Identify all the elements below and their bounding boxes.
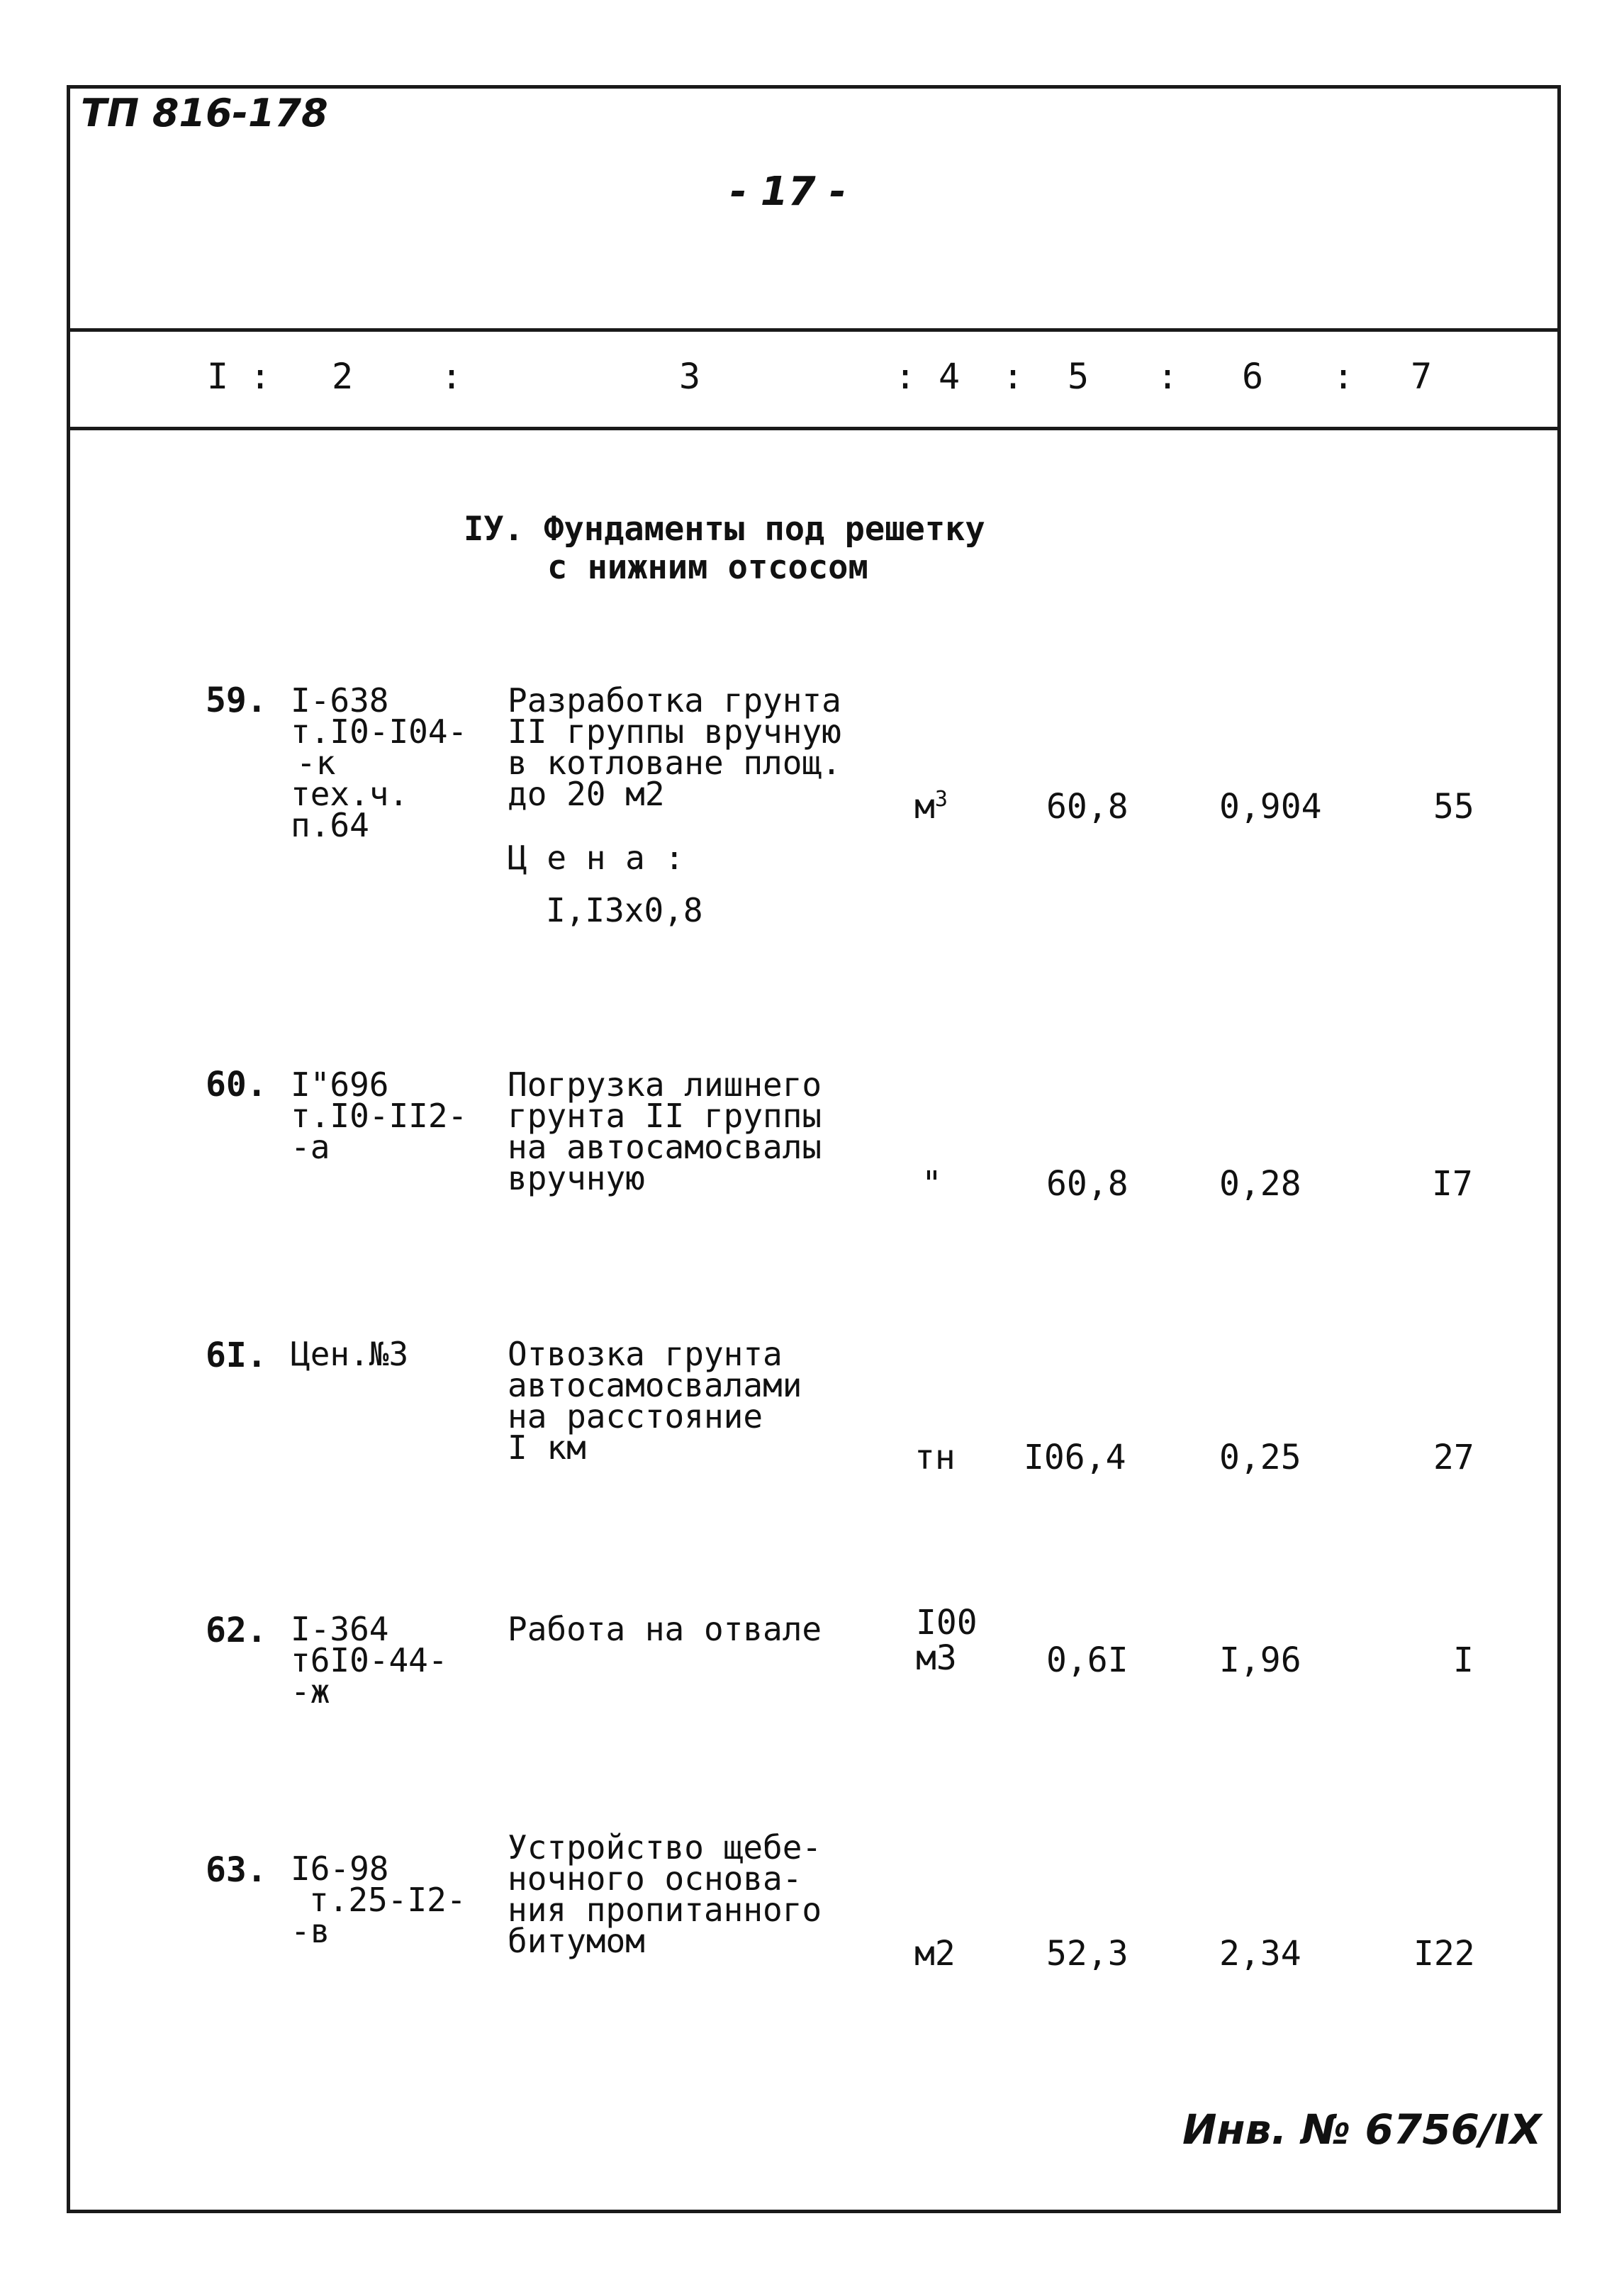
code-line: -к [296, 744, 336, 782]
code-line: т.I0-II2- [291, 1097, 468, 1135]
description-line: вручную [508, 1159, 645, 1197]
description-line: Работа на отвале [508, 1610, 822, 1648]
description-line: ния пропитанного [508, 1891, 822, 1929]
row-rate: 0,28 [1219, 1164, 1301, 1204]
row-number: 62. [206, 1611, 267, 1650]
description-line: II группы вручную [508, 712, 841, 751]
row-rate: 0,904 [1219, 787, 1322, 827]
row-total: 55 [1433, 787, 1474, 827]
row-unit [916, 1605, 978, 1676]
col-3-label: 3 [679, 356, 701, 397]
row-total: 27 [1433, 1438, 1474, 1477]
unit-line: м3 [916, 1638, 957, 1678]
col-separator: : [1333, 356, 1355, 397]
row-quantity: 60,8 [1046, 787, 1129, 827]
col-separator: : [250, 356, 271, 397]
description-line: автосамосвалами [508, 1366, 802, 1404]
description-line: ночного основа- [508, 1859, 802, 1898]
unit-text: м [914, 787, 935, 827]
section-title-line-2: с нижним отсосом [547, 548, 868, 587]
code-line: т.I0-I04- [291, 712, 468, 751]
row-total: I [1453, 1640, 1474, 1680]
description-line: Погрузка лишнего [508, 1065, 822, 1104]
description-line: на автосамосвалы [508, 1128, 822, 1166]
row-number: 6I. [206, 1336, 267, 1375]
col-6-label: 6 [1242, 356, 1264, 397]
code-line: I6-98 [291, 1850, 389, 1888]
code-line: тех.ч. [291, 775, 409, 813]
row-number: 59. [206, 681, 267, 720]
col-4-label: 4 [939, 356, 961, 397]
column-header-divider [67, 427, 1561, 430]
row-unit: тн [914, 1438, 956, 1477]
section-title [464, 510, 985, 587]
description-line: грунта II группы [508, 1097, 822, 1135]
row-description [508, 1065, 822, 1197]
row-quantity: 60,8 [1046, 1164, 1129, 1204]
col-separator: : [895, 356, 917, 397]
unit-line: I00 [916, 1603, 978, 1643]
row-rate: 0,25 [1219, 1438, 1301, 1477]
col-5-label: 5 [1068, 356, 1090, 397]
description-line: на расстояние [508, 1397, 763, 1436]
code-line: п.64 [291, 806, 369, 844]
row-code [291, 1335, 409, 1373]
code-line: Цен.№3 [291, 1335, 409, 1373]
col-7-label: 7 [1411, 356, 1433, 397]
row-rate: I,96 [1219, 1640, 1301, 1680]
description-line: I км [508, 1428, 586, 1467]
row-code [291, 1610, 448, 1711]
col-separator: : [1157, 356, 1179, 397]
row-description [508, 1610, 822, 1648]
document-code: ТП 816-178 [81, 91, 328, 135]
row-number: 63. [206, 1850, 267, 1890]
code-line: -в [291, 1912, 330, 1950]
header-divider [67, 328, 1561, 332]
description-line: Устройство щебе- [508, 1828, 822, 1867]
code-line: I-364 [291, 1610, 389, 1648]
col-separator: : [1002, 356, 1024, 397]
code-line: -а [291, 1128, 330, 1166]
code-line: -ж [291, 1672, 330, 1711]
row-unit: " [922, 1164, 942, 1204]
inventory-number: Инв. № 6756/IX [1182, 2105, 1542, 2154]
row-description [508, 1335, 802, 1467]
row-quantity: I06,4 [1024, 1438, 1126, 1477]
code-line: I"696 [291, 1065, 389, 1104]
code-line: т.25-I2- [309, 1881, 466, 1919]
description-line: битумом [508, 1922, 645, 1960]
code-line: т6I0-44- [291, 1641, 448, 1679]
row-unit: м2 [914, 1934, 956, 1974]
row-total: I22 [1413, 1934, 1475, 1974]
unit-superscript: 3 [934, 787, 948, 812]
row-quantity: 52,3 [1046, 1934, 1129, 1974]
row-total: I7 [1432, 1164, 1473, 1204]
price-value: I,I3х0,8 [546, 891, 703, 929]
col-separator: : [441, 356, 463, 397]
description-line: в котловане площ. [508, 744, 841, 782]
col-2-label: 2 [332, 356, 354, 397]
row-description [508, 681, 841, 813]
col-1-label: I [207, 356, 229, 397]
row-code [291, 1065, 468, 1166]
row-quantity: 0,6I [1046, 1640, 1129, 1680]
section-title-line-1: IУ. Фундаменты под решетку [464, 510, 985, 549]
price-label: Ц е н а : [508, 839, 685, 877]
row-code [291, 681, 468, 844]
code-line: I-638 [291, 681, 389, 720]
row-rate: 2,34 [1219, 1934, 1301, 1974]
row-number: 60. [206, 1065, 267, 1104]
description-line: Отвозка грунта [508, 1335, 783, 1373]
row-description [508, 1828, 822, 1960]
description-line: до 20 м2 [508, 775, 665, 813]
row-code [291, 1850, 466, 1950]
description-line: Разработка грунта [508, 681, 841, 720]
row-unit [914, 787, 948, 827]
page-number: - 17 - [730, 169, 846, 215]
